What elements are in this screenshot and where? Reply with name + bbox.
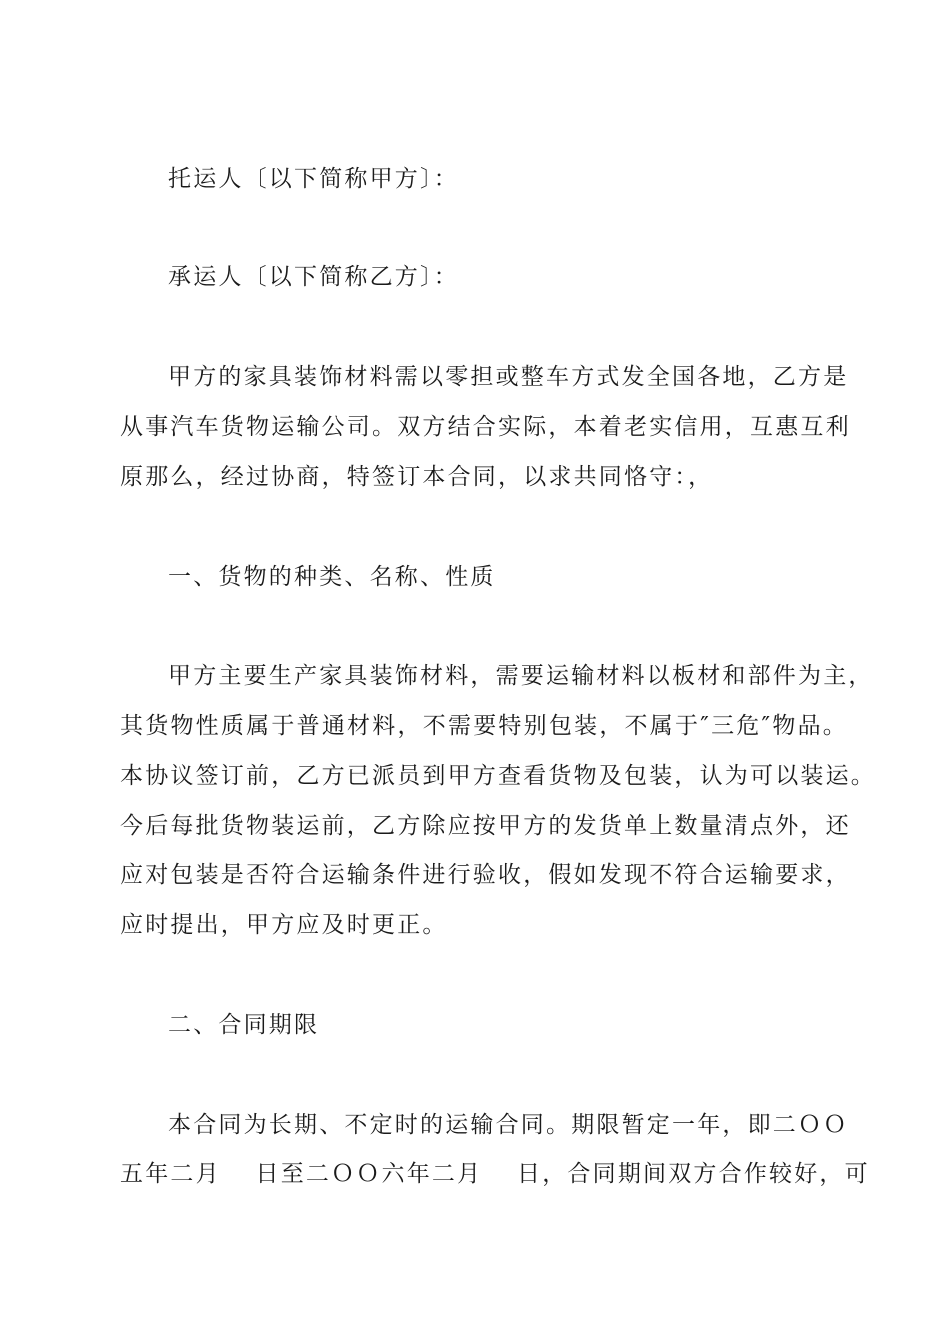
section-1-line-4: 今后每批货物装运前，乙方除应按甲方的发货单上数量清点外，还 bbox=[120, 813, 851, 839]
section-2-heading: 二、合同期限 bbox=[168, 1012, 320, 1038]
section-2-line-1: 本合同为长期、不定时的运输合同。期限暂定一年，即二ＯＯ bbox=[168, 1112, 849, 1138]
section-1-line-3: 本协议签订前，乙方已派员到甲方查看货物及包装，认为可以装运。 bbox=[120, 763, 876, 789]
section-1-line-2: 其货物性质属于普通材料，不需要特别包装，不属于″三危″物品。 bbox=[120, 713, 848, 739]
carrier-line: 承运人〔以下简称乙方〕： bbox=[168, 264, 459, 290]
shipper-line: 托运人〔以下简称甲方〕： bbox=[168, 166, 459, 192]
section-1-heading: 一、货物的种类、名称、性质 bbox=[168, 564, 496, 590]
intro-line-2: 从事汽车货物运输公司。双方结合实际，本着老实信用，互惠互利 bbox=[120, 414, 851, 440]
intro-line-3: 原那么，经过协商，特签订本合同，以求共同恪守：， bbox=[120, 464, 714, 490]
section-1-line-1: 甲方主要生产家具装饰材料，需要运输材料以板材和部件为主， bbox=[168, 663, 874, 689]
section-2-line-2: 五年二月 日至二ＯＯ六年二月 日，合同期间双方合作较好，可 bbox=[120, 1161, 870, 1187]
section-1-line-5: 应对包装是否符合运输条件进行验收，假如发现不符合运输要求， bbox=[120, 862, 851, 888]
intro-line-1: 甲方的家具装饰材料需以零担或整车方式发全国各地，乙方是 bbox=[168, 364, 849, 390]
section-1-line-6: 应时提出，甲方应及时更正。 bbox=[120, 912, 448, 938]
